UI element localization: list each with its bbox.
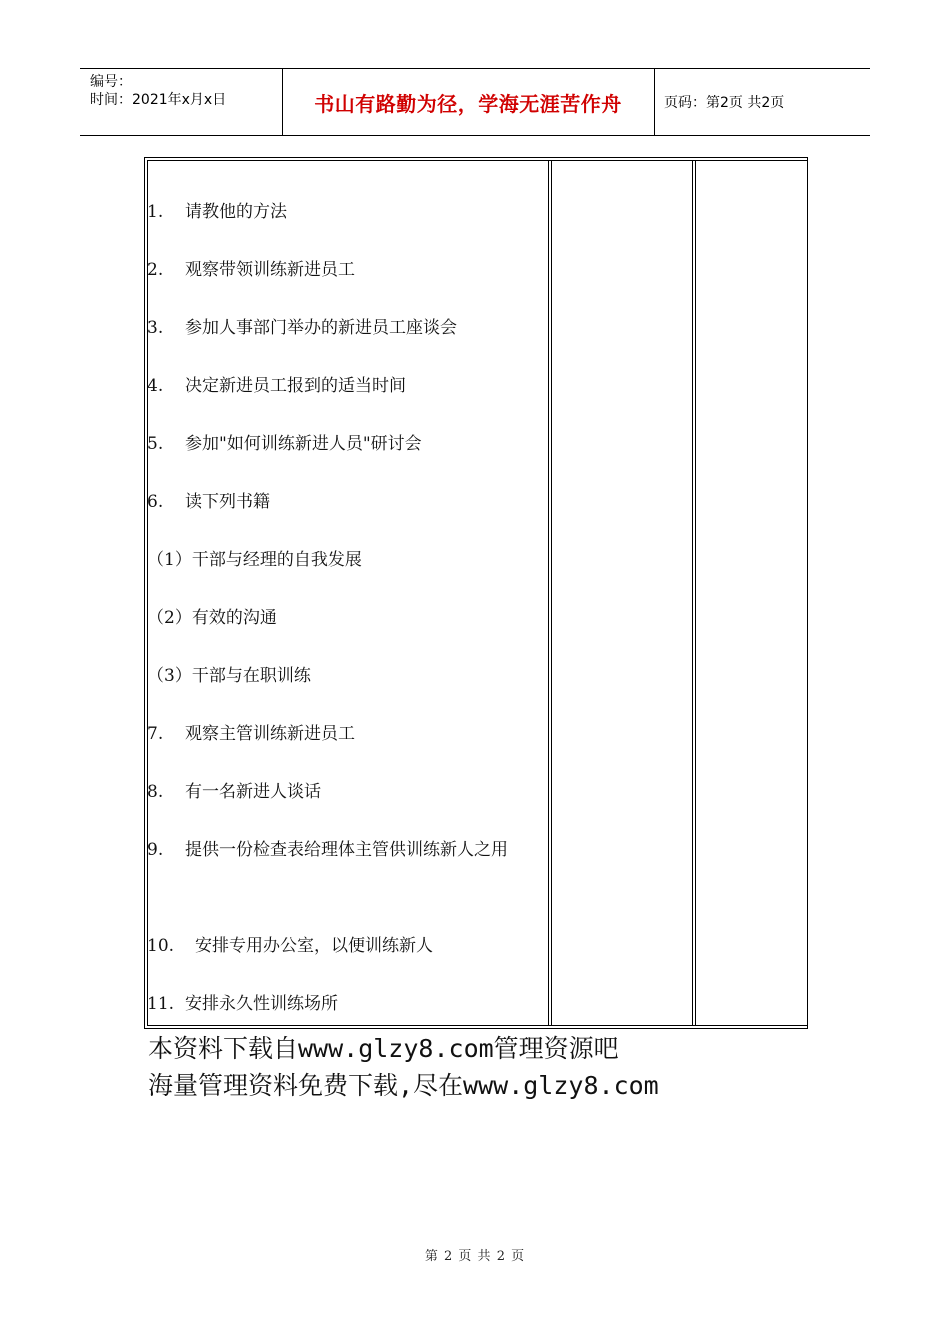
item-number: 11.	[147, 994, 175, 1014]
checklist-item	[147, 928, 433, 964]
item-text: 观察带领训练新进员工	[185, 260, 355, 280]
item-text: 请教他的方法	[185, 202, 287, 222]
document-date: 时间：2021年x月x日	[90, 92, 227, 108]
item-number: 7.	[147, 724, 164, 744]
item-text: 干部与经理的自我发展	[191, 550, 362, 570]
header-motto: 书山有路勤为径，学海无涯苦作舟	[314, 92, 622, 116]
item-text: 决定新进员工报到的适当时间	[185, 376, 406, 396]
item-text: 读下列书籍	[185, 492, 270, 512]
column-divider	[551, 160, 552, 1026]
item-text: 参加人事部门举办的新进员工座谈会	[185, 318, 457, 338]
checklist-subitem	[147, 542, 362, 578]
checklist-item	[147, 194, 287, 230]
item-text: 干部与在职训练	[191, 666, 311, 686]
document-number-label: 编号：	[90, 74, 132, 90]
download-promo-line: 海量管理资料免费下载,尽在www.glzy8.com	[148, 1071, 659, 1100]
item-number: （1）	[147, 550, 192, 570]
checklist-item	[147, 252, 355, 288]
item-text: 有一名新进人谈话	[185, 782, 321, 802]
column-divider	[692, 160, 693, 1026]
item-number: 6.	[147, 492, 164, 512]
page-footer: 第 2 页 共 2 页	[424, 1249, 526, 1264]
item-number: 5.	[147, 434, 164, 454]
document-header	[80, 68, 870, 136]
item-text: 观察主管训练新进员工	[185, 724, 355, 744]
item-number: 3.	[147, 318, 164, 338]
table-border	[147, 1025, 807, 1026]
item-text: 参加"如何训练新进人员"研讨会	[185, 434, 422, 454]
header-page-info: 页码：第2页 共2页	[664, 95, 785, 111]
download-source-line: 本资料下载自www.glzy8.com管理资源吧	[148, 1034, 619, 1063]
item-number: （3）	[147, 666, 192, 686]
training-checklist-table	[144, 157, 808, 1029]
column-divider	[548, 160, 549, 1026]
item-text: 提供一份检查表给理体主管供训练新人之用	[185, 840, 508, 860]
item-text: 有效的沟通	[191, 608, 277, 628]
checklist-item	[147, 774, 321, 810]
checklist-item	[147, 484, 270, 520]
item-number: 2.	[147, 260, 164, 280]
item-text: 安排专用办公室，以便训练新人	[195, 936, 433, 956]
table-border	[147, 160, 148, 1026]
item-number: 8.	[147, 782, 164, 802]
checklist-item	[147, 832, 537, 868]
header-meta	[90, 73, 226, 109]
checklist-item	[147, 310, 457, 346]
item-text: 安排永久性训练场所	[185, 994, 338, 1014]
column-divider	[695, 160, 696, 1026]
checklist-item	[147, 368, 406, 404]
table-border	[147, 160, 807, 161]
checklist-subitem	[147, 658, 311, 694]
item-number: 9.	[147, 840, 164, 860]
checklist-item	[147, 426, 422, 462]
checklist-item	[147, 986, 338, 1022]
item-number: （2）	[147, 608, 192, 628]
checklist-item	[147, 716, 355, 752]
item-number: 10.	[147, 936, 175, 956]
item-number: 4.	[147, 376, 164, 396]
header-divider	[654, 69, 655, 135]
item-number: 1.	[147, 202, 164, 222]
checklist-subitem	[147, 600, 277, 636]
